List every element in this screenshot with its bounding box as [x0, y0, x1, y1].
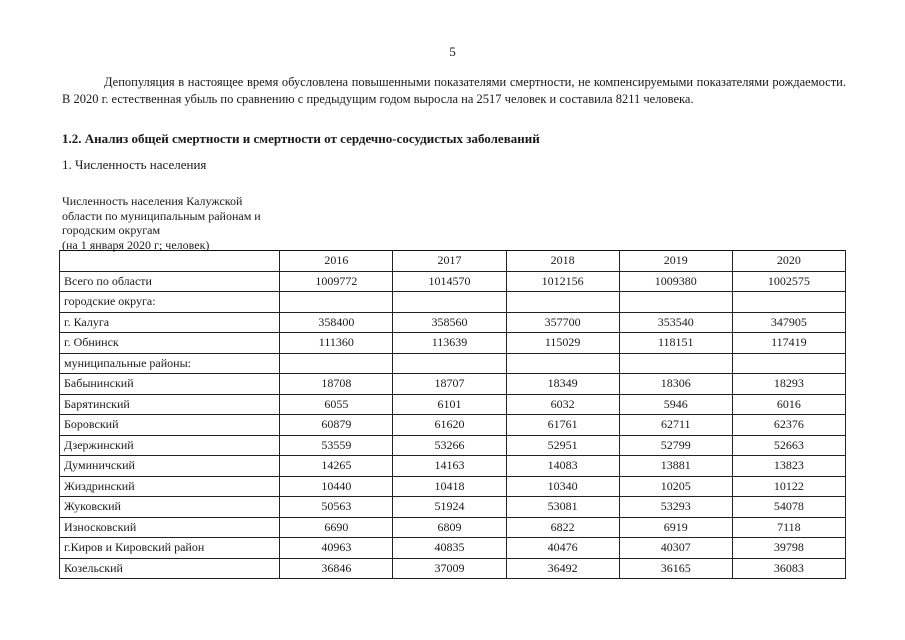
table-header-year: 2016 [280, 251, 393, 272]
population-cell: 18707 [393, 374, 506, 395]
population-cell: 358400 [280, 312, 393, 333]
row-label: Козельский [60, 558, 280, 579]
population-cell: 51924 [393, 497, 506, 518]
table-header-year: 2019 [619, 251, 732, 272]
row-label: Боровский [60, 415, 280, 436]
table-header-row [60, 251, 846, 272]
table-row [60, 435, 846, 456]
population-cell: 62711 [619, 415, 732, 436]
population-cell: 113639 [393, 333, 506, 354]
row-label: Жиздринский [60, 476, 280, 497]
table-row [60, 374, 846, 395]
population-cell: 40307 [619, 538, 732, 559]
subheading: 1. Численность населения [62, 157, 207, 172]
population-cell: 52951 [506, 435, 619, 456]
population-cell: 61620 [393, 415, 506, 436]
table-caption [62, 194, 302, 252]
population-cell [393, 292, 506, 313]
population-cell: 6101 [393, 394, 506, 415]
population-cell: 1012156 [506, 271, 619, 292]
population-cell: 36492 [506, 558, 619, 579]
population-cell: 53266 [393, 435, 506, 456]
section-heading: 1.2. Анализ общей смертности и смертности от сердечно-сосудистых заболеваний [62, 131, 540, 146]
population-cell: 14265 [280, 456, 393, 477]
population-cell: 117419 [732, 333, 845, 354]
population-cell: 60879 [280, 415, 393, 436]
population-cell: 53293 [619, 497, 732, 518]
population-cell [732, 292, 845, 313]
population-cell [619, 353, 732, 374]
population-cell: 52799 [619, 435, 732, 456]
population-cell: 10418 [393, 476, 506, 497]
population-cell: 53081 [506, 497, 619, 518]
population-cell: 10122 [732, 476, 845, 497]
table-row [60, 517, 846, 538]
table-header-corner [60, 251, 280, 272]
table-caption-line: Численность населения Калужской [62, 194, 243, 208]
row-label: муниципальные районы: [60, 353, 280, 374]
population-cell: 40476 [506, 538, 619, 559]
row-label: г.Киров и Кировский район [60, 538, 280, 559]
table-row [60, 497, 846, 518]
population-cell: 347905 [732, 312, 845, 333]
page-number: 5 [449, 44, 456, 59]
population-cell: 6822 [506, 517, 619, 538]
population-cell [506, 353, 619, 374]
population-cell [393, 353, 506, 374]
table-row [60, 558, 846, 579]
population-cell: 61761 [506, 415, 619, 436]
table-caption-line: области по муниципальным районам и [62, 208, 261, 223]
population-cell: 6055 [280, 394, 393, 415]
population-cell: 54078 [732, 497, 845, 518]
population-cell: 40835 [393, 538, 506, 559]
row-label: г. Калуга [60, 312, 280, 333]
row-label: г. Обнинск [60, 333, 280, 354]
population-cell: 358560 [393, 312, 506, 333]
population-cell: 53559 [280, 435, 393, 456]
population-cell: 6690 [280, 517, 393, 538]
table-caption-line: городским округам [62, 223, 161, 237]
population-cell [619, 292, 732, 313]
table-row [60, 353, 846, 374]
table-row [60, 456, 846, 477]
population-cell: 1002575 [732, 271, 845, 292]
population-cell: 118151 [619, 333, 732, 354]
row-label: Барятинский [60, 394, 280, 415]
population-cell [280, 353, 393, 374]
population-cell: 36846 [280, 558, 393, 579]
table-row [60, 312, 846, 333]
population-cell: 10440 [280, 476, 393, 497]
population-cell: 36165 [619, 558, 732, 579]
population-cell: 40963 [280, 538, 393, 559]
population-cell: 18306 [619, 374, 732, 395]
row-label: Бабынинский [60, 374, 280, 395]
population-cell: 52663 [732, 435, 845, 456]
population-cell: 6032 [506, 394, 619, 415]
table-row [60, 292, 846, 313]
population-cell: 36083 [732, 558, 845, 579]
population-cell: 18293 [732, 374, 845, 395]
table-row [60, 271, 846, 292]
table-header-year: 2018 [506, 251, 619, 272]
population-cell: 6919 [619, 517, 732, 538]
population-cell: 7118 [732, 517, 845, 538]
population-cell: 37009 [393, 558, 506, 579]
table-row [60, 333, 846, 354]
population-cell: 13881 [619, 456, 732, 477]
population-table [59, 250, 846, 579]
table-header-year: 2020 [732, 251, 845, 272]
row-label: Думиничский [60, 456, 280, 477]
table-header-year: 2017 [393, 251, 506, 272]
population-cell: 18708 [280, 374, 393, 395]
table-row [60, 476, 846, 497]
population-cell: 1009380 [619, 271, 732, 292]
population-cell: 50563 [280, 497, 393, 518]
population-cell: 62376 [732, 415, 845, 436]
population-cell: 10340 [506, 476, 619, 497]
population-cell: 353540 [619, 312, 732, 333]
table-row [60, 415, 846, 436]
population-cell [280, 292, 393, 313]
population-cell: 1014570 [393, 271, 506, 292]
population-cell [732, 353, 845, 374]
table-caption-line: (на 1 января 2020 г; человек) [62, 237, 210, 252]
population-cell: 14083 [506, 456, 619, 477]
row-label: Дзержинский [60, 435, 280, 456]
intro-paragraph: Депопуляция в настоящее время обусловлена повышенными показателями смертности, не компенсируемыми показателями рождаемости. В 2020 г. естественная убыль по сравнению с предыдущим годом выросла на 2517 человек и составила 8211 человека. [62, 75, 846, 106]
population-cell: 357700 [506, 312, 619, 333]
population-cell: 39798 [732, 538, 845, 559]
population-cell: 13823 [732, 456, 845, 477]
row-label: Износковский [60, 517, 280, 538]
row-label: Жуковский [60, 497, 280, 518]
table-body [60, 271, 846, 579]
population-cell [506, 292, 619, 313]
population-cell: 14163 [393, 456, 506, 477]
population-cell: 10205 [619, 476, 732, 497]
population-cell: 115029 [506, 333, 619, 354]
population-cell: 1009772 [280, 271, 393, 292]
population-cell: 5946 [619, 394, 732, 415]
population-cell: 6016 [732, 394, 845, 415]
population-cell: 6809 [393, 517, 506, 538]
row-label: городские округа: [60, 292, 280, 313]
table-row [60, 394, 846, 415]
population-cell: 111360 [280, 333, 393, 354]
table-row [60, 538, 846, 559]
row-label: Всего по области [60, 271, 280, 292]
population-cell: 18349 [506, 374, 619, 395]
